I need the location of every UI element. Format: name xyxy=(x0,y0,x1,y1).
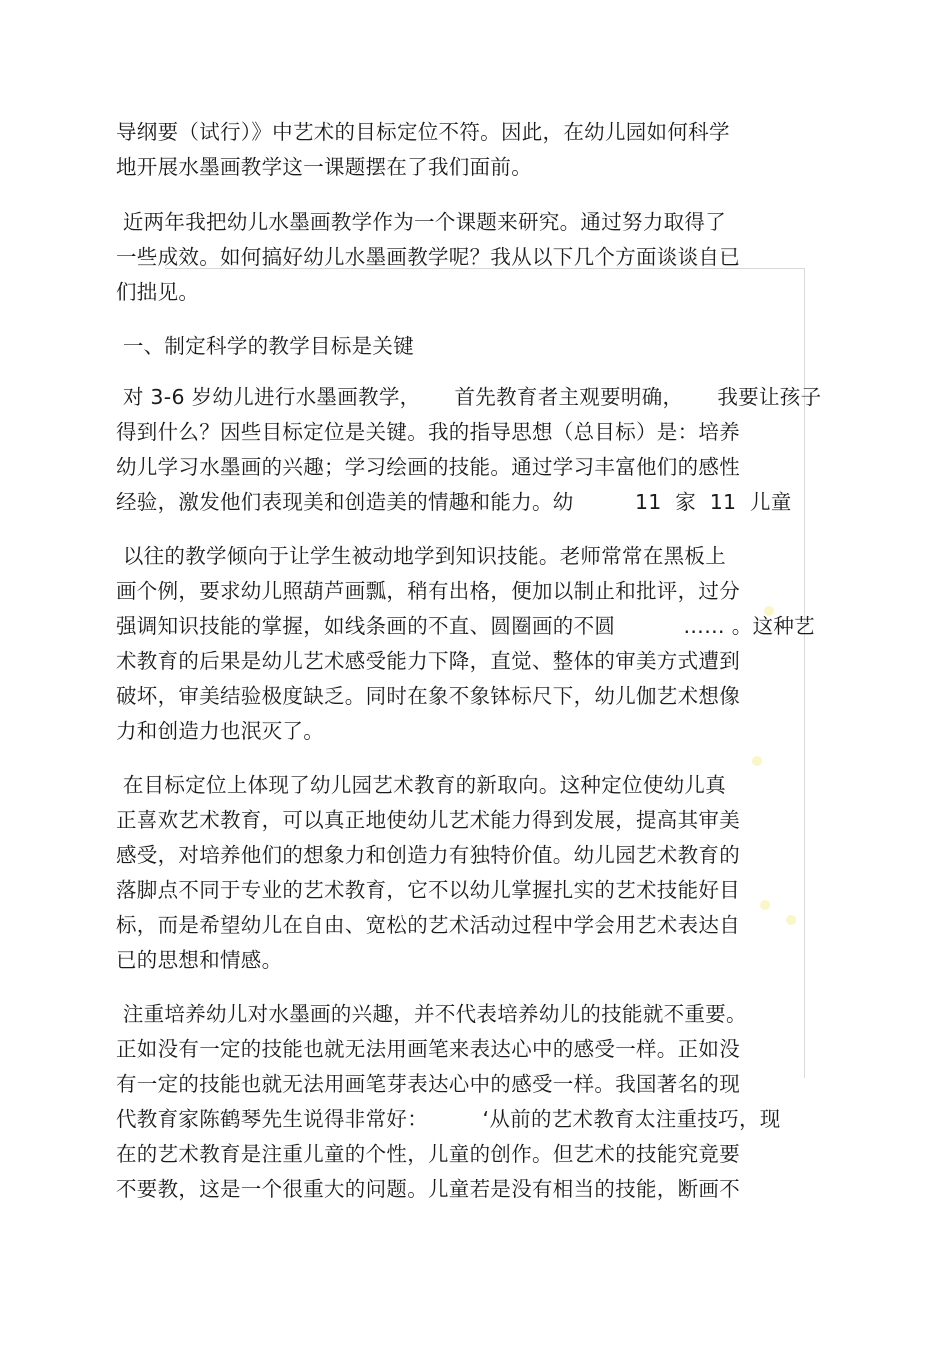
text-line: 们拙见。 xyxy=(116,280,200,304)
text-line: 以往的教学倾向于让学生被动地学到知识技能。老师常常在黑板上 xyxy=(116,544,727,568)
text-line: 力和创造力也泯灭了。 xyxy=(116,719,324,743)
text-line: 正喜欢艺术教育，可以真正地使幼儿艺术能力得到发展，提高其审美 xyxy=(116,808,740,832)
text-line: 代教育家陈鹤琴先生说得非常好： ‘从前的艺术教育太注重技巧，现 xyxy=(116,1107,781,1131)
scan-speck xyxy=(760,900,770,910)
text-line: 正如没有一定的技能也就无法用画笔来表达心中的感受一样。正如没 xyxy=(116,1037,740,1061)
text-line: 一些成效。如何搞好幼儿水墨画教学呢？我从以下几个方面谈谈自已 xyxy=(116,245,740,269)
text-line: 画个例，要求幼儿照葫芦画瓢，稍有出格，便加以制止和批评，过分 xyxy=(116,579,740,603)
text-line: 不要教，这是一个很重大的问题。儿童若是没有相当的技能，断画不 xyxy=(116,1177,740,1201)
text-line: 标，而是希望幼儿在自由、宽松的艺术活动过程中学会用艺术表达自 xyxy=(116,913,740,937)
text-line: 幼儿学习水墨画的兴趣；学习绘画的技能。通过学习丰富他们的感性 xyxy=(116,455,740,479)
text-line: 经验，激发他们表现美和创造美的情趣和能力。幼 11 家 11 儿童 xyxy=(116,490,792,514)
text-line: 地开展水墨画教学这一课题摆在了我们面前。 xyxy=(116,155,532,179)
text-line: 落脚点不同于专业的艺术教育，它不以幼儿掌握扎实的艺术技能好目 xyxy=(116,878,740,902)
text-line: 有一定的技能也就无法用画笔芽表达心中的感受一样。我国著名的现 xyxy=(116,1072,740,1096)
text-line: 破坏，审美结验极度缺乏。同时在象不象钵标尺下，幼儿伽艺术想像 xyxy=(116,684,740,708)
text-line: 得到什么？因些目标定位是关键。我的指导思想（总目标）是：培养 xyxy=(116,420,740,444)
text-line: 术教育的后果是幼儿艺术感受能力下降，直觉、整体的审美方式遭到 xyxy=(116,649,740,673)
text-line: 在目标定位上体现了幼儿园艺术教育的新取向。这种定位使幼儿真 xyxy=(116,773,727,797)
section-heading: 一、制定科学的教学目标是关键 xyxy=(116,334,415,358)
scan-speck xyxy=(752,756,762,766)
text-line: 感受，对培养他们的想象力和创造力有独特价值。幼儿园艺术教育的 xyxy=(116,843,740,867)
text-line: 导纲要（试行）》中艺术的目标定位不符。因此，在幼儿园如何科学 xyxy=(116,120,730,144)
scan-speck xyxy=(786,915,796,925)
text-line: 近两年我把幼儿水墨画教学作为一个课题来研究。通过努力取得了 xyxy=(116,210,727,234)
text-line: 强调知识技能的掌握，如线条画的不直、圆圈画的不圆 …… 。这种艺 xyxy=(116,614,815,638)
text-line: 对 3-6 岁幼儿进行水墨画教学， 首先教育者主观要明确， 我要让孩子 xyxy=(116,385,822,409)
text-line: 已的思想和情感。 xyxy=(116,948,283,972)
text-line: 注重培养幼儿对水墨画的兴趣，并不代表培养幼儿的技能就不重要。 xyxy=(116,1002,747,1026)
text-line: 在的艺术教育是注重儿童的个性，儿童的创作。但艺术的技能究竟要 xyxy=(116,1142,740,1166)
